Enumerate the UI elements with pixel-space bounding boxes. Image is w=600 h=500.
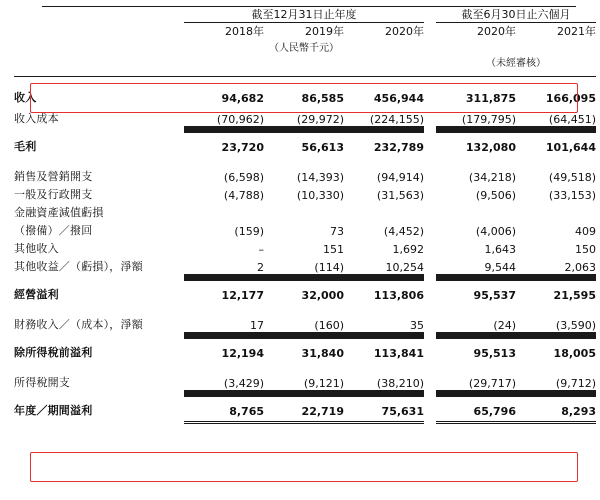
- table-row: [14, 84, 596, 105]
- row-label-gross-profit: 毛利: [14, 140, 37, 153]
- cell-other-gains-2021h1: 2,063: [564, 261, 596, 274]
- cell-selling-2018: (6,598): [223, 171, 264, 184]
- cell-revenue-2021h1: 166,095: [545, 92, 596, 105]
- cell-impairment-2019: 73: [330, 225, 344, 238]
- cell-impairment-2021h1: 409: [575, 225, 596, 238]
- currency-note-row: [14, 39, 596, 54]
- row-label-profit-for-period: 年度／期間溢利: [14, 404, 93, 417]
- cell-admin-2018: (4,788): [223, 189, 264, 202]
- table-top-rule: [42, 6, 576, 7]
- row-label-selling-marketing: 銷售及營銷開支: [14, 170, 93, 183]
- cell-impairment-2020h1: (4,006): [475, 225, 516, 238]
- row-label-admin-expenses: 一般及行政開支: [14, 188, 93, 201]
- table-row-label-only: [14, 202, 596, 220]
- table-row: [14, 220, 596, 238]
- column-header-blank: [14, 23, 184, 40]
- table-row: [14, 238, 596, 256]
- cell-profit-2018: 8,765: [229, 405, 264, 418]
- cell-cost-2021h1: (64,451): [548, 113, 596, 126]
- spacer: [14, 360, 596, 372]
- cell-other-income-2020: 1,692: [392, 243, 424, 256]
- unaudited-note: （未經審核）: [486, 58, 546, 69]
- cell-selling-2020h1: (34,218): [468, 171, 516, 184]
- cell-tax-2020h1: (29,717): [468, 377, 516, 390]
- group-header-annual: 截至12月31日止年度: [184, 6, 424, 23]
- currency-note-blank: [14, 39, 184, 54]
- group-header-row: [14, 6, 596, 23]
- cell-admin-2021h1: (33,153): [548, 189, 596, 202]
- cell-cost-2020: (224,155): [369, 113, 424, 126]
- column-header-2019: 2019年: [305, 25, 344, 38]
- spacer: [14, 77, 596, 84]
- cell-tax-2019: (9,121): [303, 377, 344, 390]
- cell-pbt-2019: 31,840: [301, 347, 344, 360]
- table-row: [14, 133, 596, 154]
- cell-gross-2020h1: 132,080: [465, 141, 516, 154]
- row-label-cost-of-revenue: 收入成本: [14, 112, 59, 125]
- cell-other-gains-2018: 2: [257, 261, 264, 274]
- cell-finance-2020h1: (24): [493, 319, 516, 332]
- table-row: [14, 281, 596, 302]
- unaudited-note-blank: [14, 54, 184, 69]
- table-row: [14, 256, 596, 274]
- cell-operating-2020: 113,806: [373, 289, 424, 302]
- unaudited-note-row: [14, 54, 596, 69]
- table-row: [14, 397, 596, 418]
- cell-other-income-2020h1: 1,643: [484, 243, 516, 256]
- currency-note: （人民幣千元）: [269, 43, 339, 54]
- unaudited-note-gap: [424, 54, 436, 69]
- cell-finance-2021h1: (3,590): [555, 319, 596, 332]
- cell-cost-2018: (70,962): [216, 113, 264, 126]
- row-label-operating-profit: 經營溢利: [14, 288, 59, 301]
- row-label-profit-before-tax: 除所得稅前溢利: [14, 346, 93, 359]
- cell-finance-2020: 35: [410, 319, 424, 332]
- cell-other-gains-2020h1: 9,544: [484, 261, 516, 274]
- row-label-income-tax-expense: 所得稅開支: [14, 376, 70, 389]
- spacer: [14, 274, 596, 281]
- group-header-blank: [14, 6, 184, 23]
- spacer: [14, 390, 596, 397]
- cell-pbt-2020h1: 95,513: [473, 347, 516, 360]
- highlight-box-profit-for-period: [30, 452, 578, 482]
- table-row: [14, 339, 596, 360]
- cell-finance-2018: 17: [250, 319, 264, 332]
- cell-profit-2019: 22,719: [301, 405, 344, 418]
- cell-gross-2021h1: 101,644: [545, 141, 596, 154]
- currency-note-spacer: [436, 39, 596, 54]
- cell-selling-2020: (94,914): [376, 171, 424, 184]
- cell-gross-2019: 56,613: [301, 141, 344, 154]
- column-header-2021-interim: 2021年: [557, 25, 596, 38]
- cell-admin-2020: (31,563): [376, 189, 424, 202]
- row-label-other-gains-losses: 其他收益／（虧損），淨額: [14, 260, 143, 273]
- cell-impairment-2020: (4,452): [383, 225, 424, 238]
- cell-revenue-2018: 94,682: [221, 92, 264, 105]
- table-row: [14, 372, 596, 390]
- cell-gross-2018: 23,720: [221, 141, 264, 154]
- spacer: [14, 332, 596, 339]
- row-label-revenue: 收入: [14, 91, 37, 104]
- cell-revenue-2020: 456,944: [373, 92, 424, 105]
- cell-gross-2020: 232,789: [373, 141, 424, 154]
- column-header-gap: [424, 23, 436, 40]
- cell-finance-2019: (160): [314, 319, 344, 332]
- cell-pbt-2020: 113,841: [373, 347, 424, 360]
- row-label-impairment-line2: （撥備）／撥回: [14, 224, 93, 237]
- spacer: [14, 418, 596, 422]
- table-row: [14, 184, 596, 202]
- spacer: [14, 154, 596, 166]
- cell-revenue-2019: 86,585: [301, 92, 344, 105]
- unaudited-note-spacer: [184, 54, 424, 69]
- column-header-2018: 2018年: [225, 25, 264, 38]
- cell-other-gains-2020: 10,254: [385, 261, 424, 274]
- cell-tax-2018: (3,429): [223, 377, 264, 390]
- cell-other-income-2021h1: 150: [575, 243, 596, 256]
- group-header-interim: 截至6月30日止六個月: [436, 6, 596, 23]
- cell-tax-2020: (38,210): [376, 377, 424, 390]
- cell-operating-2019: 32,000: [301, 289, 344, 302]
- row-label-other-income: 其他收入: [14, 242, 59, 255]
- cell-tax-2021h1: (9,712): [555, 377, 596, 390]
- column-header-2020-interim: 2020年: [477, 25, 516, 38]
- table-row: [14, 166, 596, 184]
- cell-selling-2019: (14,393): [296, 171, 344, 184]
- cell-operating-2020h1: 95,537: [473, 289, 516, 302]
- group-header-gap: [424, 6, 436, 23]
- cell-pbt-2018: 12,194: [221, 347, 264, 360]
- cell-other-income-2018: –: [258, 243, 264, 256]
- cell-operating-2021h1: 21,595: [553, 289, 596, 302]
- spacer: [14, 69, 596, 76]
- cell-other-income-2019: 151: [323, 243, 344, 256]
- cell-profit-2020h1: 65,796: [473, 405, 516, 418]
- cell-profit-2021h1: 8,293: [561, 405, 596, 418]
- cell-admin-2020h1: (9,506): [475, 189, 516, 202]
- row-label-finance-income-costs: 財務收入／（成本），淨額: [14, 318, 143, 331]
- currency-note-gap: [424, 39, 436, 54]
- table-row: [14, 105, 596, 126]
- column-header-2020-annual: 2020年: [385, 25, 424, 38]
- cell-cost-2020h1: (179,795): [461, 113, 516, 126]
- row-label-impairment-line1: 金融資產減值虧損: [14, 206, 104, 219]
- cell-admin-2019: (10,330): [296, 189, 344, 202]
- column-header-row: [14, 23, 596, 40]
- cell-revenue-2020h1: 311,875: [465, 92, 516, 105]
- cell-operating-2018: 12,177: [221, 289, 264, 302]
- financial-table: [14, 6, 596, 424]
- spacer: [14, 302, 596, 314]
- table-row: [14, 314, 596, 332]
- cell-other-gains-2019: (114): [314, 261, 344, 274]
- cell-selling-2021h1: (49,518): [548, 171, 596, 184]
- cell-cost-2019: (29,972): [296, 113, 344, 126]
- cell-impairment-2018: (159): [234, 225, 264, 238]
- cell-pbt-2021h1: 18,005: [553, 347, 596, 360]
- cell-profit-2020: 75,631: [381, 405, 424, 418]
- spacer: [14, 126, 596, 133]
